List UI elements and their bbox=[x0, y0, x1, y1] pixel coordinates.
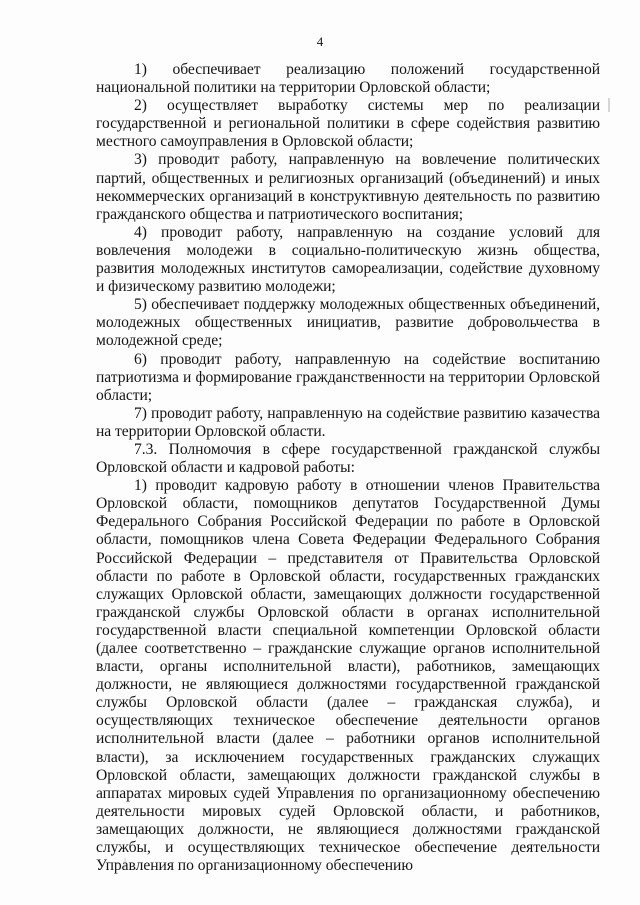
paragraph: 3) проводит работу, направленную на вовлечение политических партий, общественных и религиозных организаций (объединений) и иных некоммерческих организаций в конструктивную деятельность по развитию гражданского общества и патриотического воспитания; bbox=[96, 151, 600, 223]
paragraph: 2) осуществляет выработку системы мер по реализации государственной и региональной политики в сфере содействия развитию местного самоуправления в Орловской области; bbox=[96, 97, 600, 151]
section-heading-paragraph: 7.3. Полномочия в сфере государственной гражданской службы Орловской области и кадровой работы: bbox=[96, 440, 600, 477]
scan-margin-mark bbox=[608, 98, 610, 112]
paragraph: 5) обеспечивает поддержку молодежных общественных объединений, молодежных общественных инициатив, развитие добровольчества в молодежной среде; bbox=[96, 296, 600, 350]
paragraph: 4) проводит работу, направленную на создание условий для вовлечения молодежи в социально-политическую жизнь общества, развития молодежных институтов самореализации, содействие духовному и физическому развитию молодежи; bbox=[96, 223, 600, 296]
paragraph: 7) проводит работу, направленную на содействие развитию казачества на территории Орловской области. bbox=[96, 404, 600, 440]
document-body bbox=[96, 61, 600, 875]
paragraph: 6) проводит работу, направленную на содействие воспитанию патриотизма и формирование гражданственности на территории Орловской области; bbox=[96, 350, 600, 404]
paragraph: 1) проводит кадровую работу в отношении членов Правительства Орловской области, помощников депутатов Государственной Думы Федерального Собрания Российской Федерации по работе в Орловской области, помощников члена Совета Федерации Федерального Собрания Российской Федерации – представителя от Правительства Орловской области по работе в Орловской области, государственных гражданских служащих Орловской области, замещающих должности государственной гражданской службы Орловской области в органах исполнительной государственной власти специальной компетенции Орловской области (далее соответственно – гражданские служащие органов исполнительной власти, органы исполнительной власти), работников, замещающих должности, не являющиеся должностями государственной гражданской службы Орловской области (далее – гражданская служба), и осуществляющих техническое обеспечение деятельности органов исполнительной власти (далее – работники органов исполнительной власти), за исключением государственных гражданских служащих Орловской области, замещающих должности гражданской службы в аппаратах мировых судей Управления по организационному обеспечению деятельности мировых судей Орловской области, и работников, замещающих должности, не являющиеся должностями гражданской службы, и осуществляющих техническое обеспечение деятельности Управления по организационному обеспечению bbox=[96, 477, 600, 875]
page-number: 4 bbox=[316, 34, 324, 49]
paragraph: 1) обеспечивает реализацию положений государственной национальной политики на территории Орловской области; bbox=[96, 61, 600, 97]
